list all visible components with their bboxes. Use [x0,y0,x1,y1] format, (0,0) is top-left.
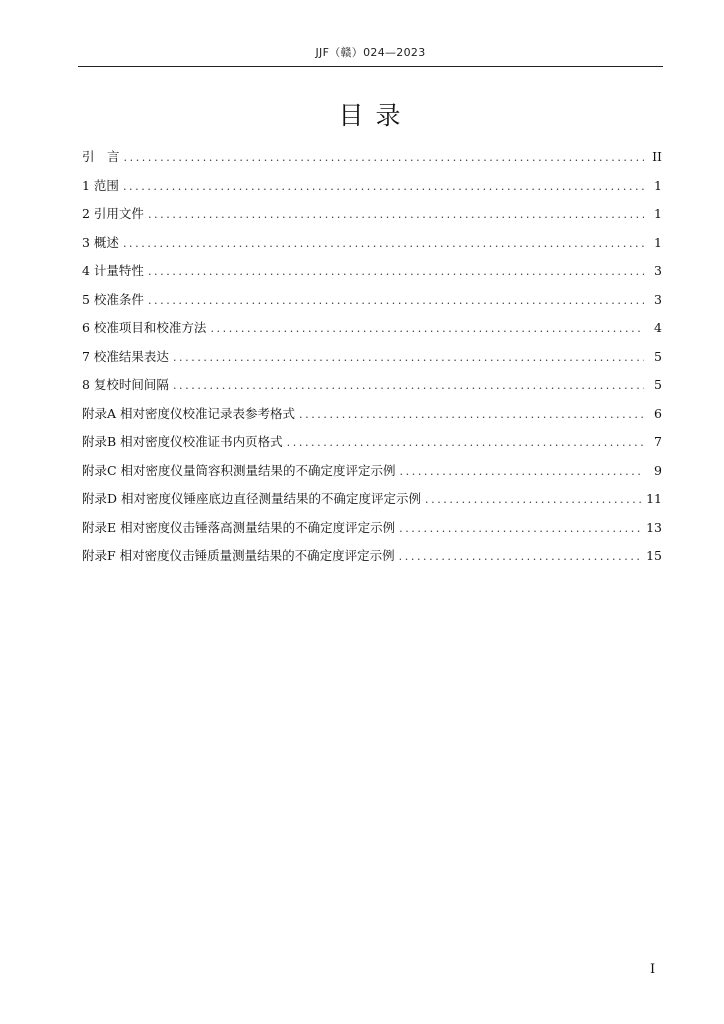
toc-entry-scope[interactable] [82,174,662,203]
toc-leader-dots [124,146,644,170]
toc-entry-page: 3 [654,263,662,278]
toc-entry-label: 附录B 相对密度仪校准证书内页格式 [82,434,283,449]
toc-entry-appendix-d[interactable] [82,487,662,516]
toc-entry-label: 3 概述 [82,234,119,250]
toc-leader-dots [148,260,644,284]
toc-entry-page: 1 [654,206,662,221]
toc-entry-page: 1 [654,177,662,193]
table-of-contents [82,145,662,573]
toc-entry-label: 附录A 相对密度仪校准记录表参考格式 [82,405,296,421]
toc-entry-label: 附录D 相对密度仪锤座底边直径测量结果的不确定度评定示例 [82,491,421,506]
toc-entry-appendix-a[interactable] [82,402,662,431]
toc-leader-dots [299,403,644,427]
toc-entry-label: 4 计量特性 [82,263,144,278]
toc-entry-appendix-f[interactable] [82,544,662,573]
page-header: JJF（赣）024—2023 [315,46,426,59]
toc-entry-label: 附录F 相对密度仪击锤质量测量结果的不确定度评定示例 [82,548,395,563]
toc-leader-dots [148,289,644,313]
toc-entry-label: 7 校准结果表达 [82,348,169,364]
toc-entry-introduction[interactable] [82,145,662,174]
toc-entry-appendix-e[interactable] [82,516,662,545]
toc-leader-dots [123,232,644,256]
toc-entry-result-expression[interactable] [82,345,662,374]
toc-entry-page: 5 [654,348,662,364]
toc-entry-overview[interactable] [82,231,662,260]
toc-entry-references[interactable] [82,202,662,231]
toc-entry-page: 7 [654,434,662,449]
toc-entry-calibration-items-methods[interactable] [82,316,662,345]
toc-entry-page: 9 [654,462,662,478]
toc-entry-appendix-b[interactable] [82,430,662,459]
header-rule [78,66,663,67]
toc-entry-page: 1 [654,234,662,250]
toc-entry-page: 6 [654,405,662,421]
toc-title: 目 录 [338,101,403,130]
toc-entry-label: 1 范围 [82,177,119,193]
toc-entry-label: 8 复校时间间隔 [82,377,169,392]
toc-entry-metrological-characteristics[interactable] [82,259,662,288]
toc-entry-label: 6 校准项目和校准方法 [82,320,207,335]
toc-leader-dots [173,346,644,370]
toc-entry-label: 附录E 相对密度仪击锤落高测量结果的不确定度评定示例 [82,519,396,535]
toc-entry-calibration-conditions[interactable] [82,288,662,317]
toc-entry-page: 15 [646,548,662,563]
toc-leader-dots [399,517,642,541]
toc-leader-dots [210,317,644,341]
toc-entry-page: 13 [646,519,662,535]
toc-leader-dots [400,460,644,484]
toc-leader-dots [123,175,644,199]
toc-leader-dots [148,203,644,227]
toc-entry-recalibration-interval[interactable] [82,373,662,402]
toc-leader-dots [425,488,642,512]
toc-entry-page: 11 [646,491,662,506]
toc-entry-appendix-c[interactable] [82,459,662,488]
toc-entry-page: 5 [654,377,662,392]
toc-entry-page: 4 [654,320,662,335]
toc-entry-page: 3 [654,291,662,307]
toc-entry-label: 引 言 [82,149,120,164]
toc-leader-dots [173,374,644,398]
toc-entry-label: 5 校准条件 [82,291,144,307]
page-number: I [650,962,656,977]
toc-entry-label: 2 引用文件 [82,206,144,221]
toc-entry-label: 附录C 相对密度仪量筒容积测量结果的不确定度评定示例 [82,462,396,478]
toc-leader-dots [287,431,644,455]
toc-leader-dots [399,545,642,569]
toc-entry-page: II [652,149,662,164]
